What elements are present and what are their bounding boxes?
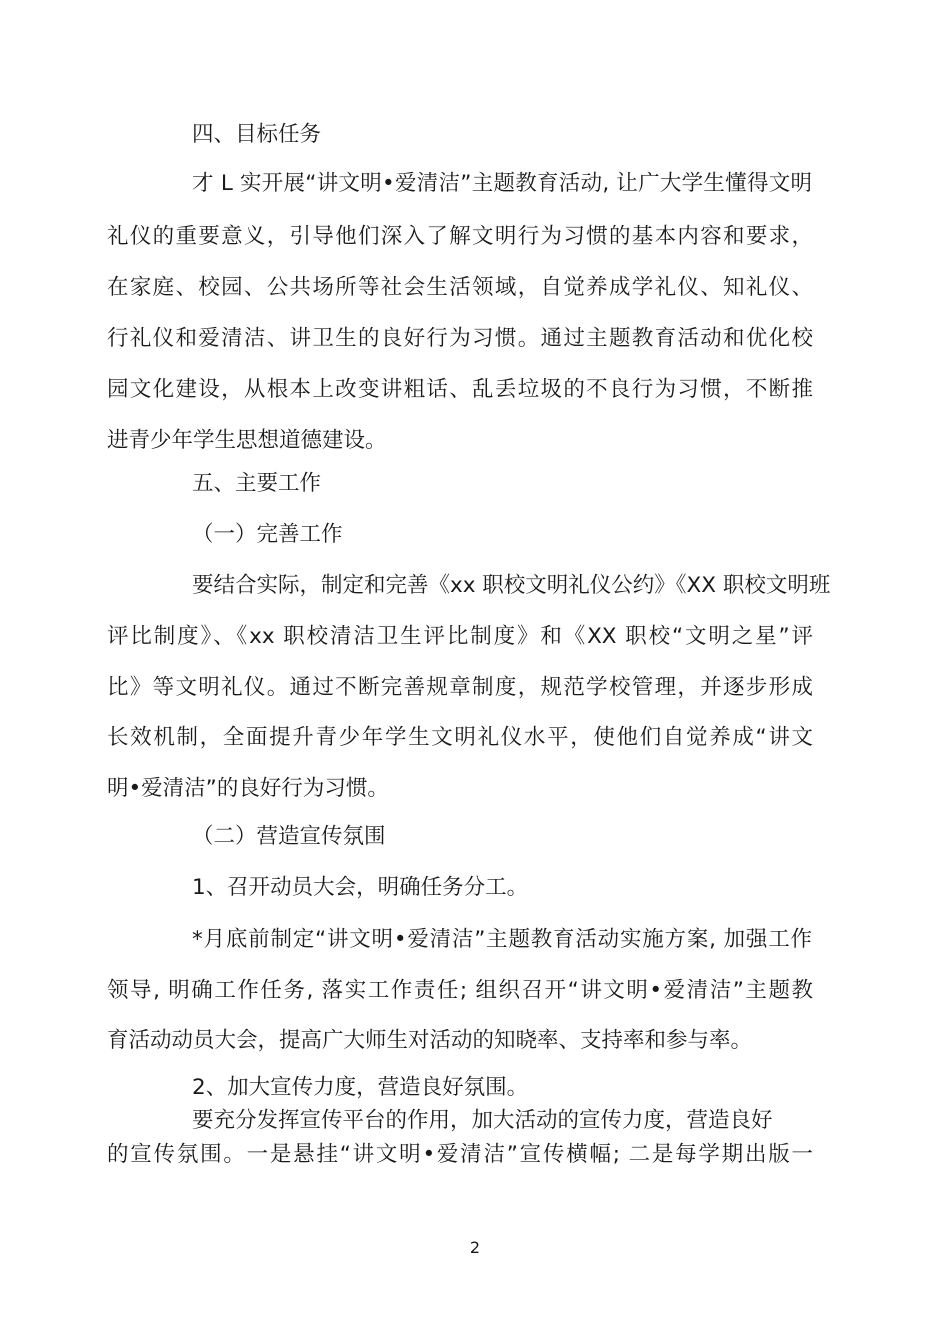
heading-goals: 四、目标任务 — [192, 122, 322, 147]
paragraph-line: 领导, 明确工作任务, 落实工作责任; 组织召开“讲文明•爱清洁”主题教 — [107, 978, 813, 1003]
item-heading-2: 2、加大宣传力度，营造良好氛围。 — [192, 1075, 529, 1100]
subheading-publicity: （二）营造宣传氛围 — [192, 824, 386, 849]
paragraph-line: 进青少年学生思想道德建设。 — [107, 428, 387, 453]
paragraph-line: 长效机制，全面提升青少年学生文明礼仪水平，使他们自觉养成“讲文 — [107, 725, 813, 750]
heading-main-work: 五、主要工作 — [192, 471, 322, 496]
paragraph-line: 评比制度》、《xx 职校清洁卫生评比制度》和《XX 职校“文明之星”评 — [107, 624, 813, 649]
subheading-improve-work: （一）完善工作 — [192, 522, 343, 547]
paragraph-line: 比》等文明礼仪。通过不断完善规章制度，规范学校管理，并逐步形成 — [107, 675, 813, 700]
paragraph-line: 在家庭、校园、公共场所等社会生活领域，自觉养成学礼仪、知礼仪、 — [107, 275, 813, 300]
item-heading-1: 1、召开动员大会，明确任务分工。 — [192, 875, 529, 900]
paragraph-line: 育活动动员大会，提高广大师生对活动的知晓率、支持率和参与率。 — [107, 1028, 753, 1053]
paragraph-line: 要充分发挥宣传平台的作用，加大活动的宣传力度，营造良好 — [192, 1108, 773, 1133]
paragraph-line: 要结合实际，制定和完善《xx 职校文明礼仪公约》《XX 职校文明班 — [192, 573, 831, 598]
paragraph-line: 行礼仪和爱清洁、讲卫生的良好行为习惯。通过主题教育活动和优化校 — [107, 326, 813, 351]
page-number: 2 — [469, 1238, 481, 1257]
paragraph-line: 园文化建设，从根本上改变讲粗话、乱丢垃圾的不良行为习惯，不断推 — [107, 377, 813, 402]
paragraph-line: 才 L 实开展“讲文明•爱清洁”主题教育活动, 让广大学生懂得文明 — [192, 171, 812, 196]
paragraph-line: *月底前制定“讲文明•爱清洁”主题教育活动实施方案, 加强工作 — [192, 927, 812, 952]
paragraph-line: 明•爱清洁”的良好行为习惯。 — [107, 776, 389, 801]
paragraph-line: 礼仪的重要意义，引导他们深入了解文明行为习惯的基本内容和要求， — [107, 224, 813, 249]
paragraph-line: 的宣传氛围。一是悬挂“讲文明•爱清洁”宣传横幅; 二是每学期出版一 — [107, 1142, 813, 1167]
